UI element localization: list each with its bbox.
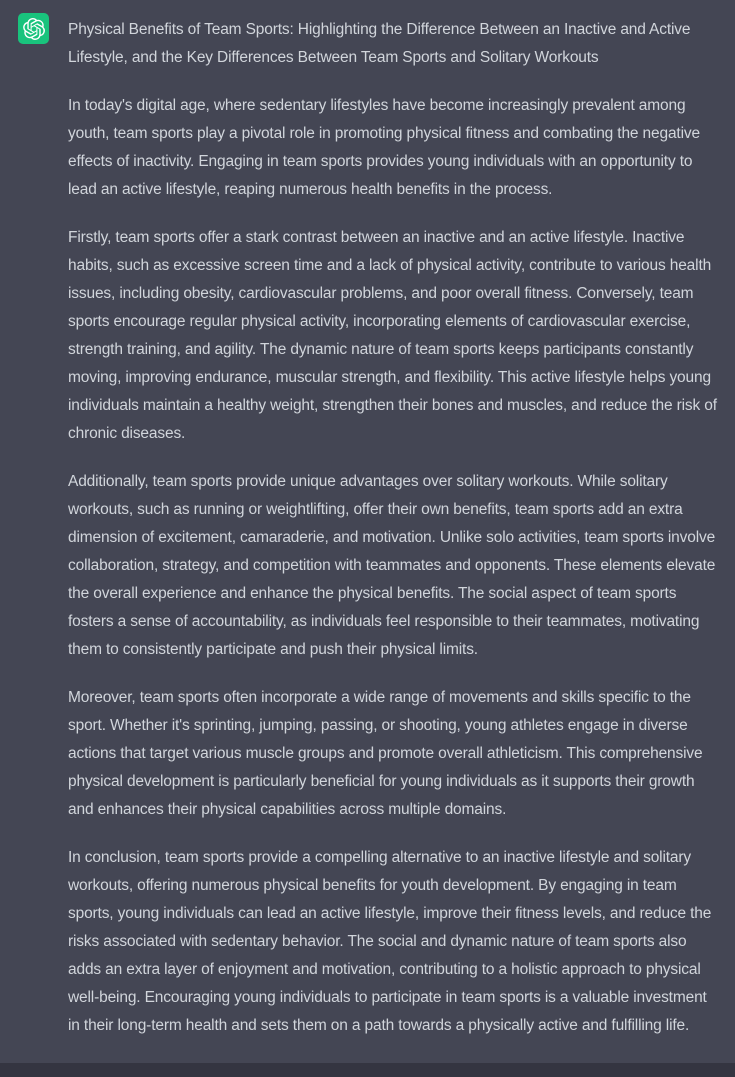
message-paragraph-additionally: Additionally, team sports provide unique advantages over solitary workouts. While solitary workouts, such as running or weightlifting, offer their own benefits, team sports add an extra dimension of excitement, camaraderie, and motivation. Unlike solo activities, team sports involve collaboration, strategy, and competition with teammates and opponents. These elements elevate the overall experience and enhance the physical benefits. The social aspect of team sports fosters a sense of accountability, as individuals feel responsible to their teammates, motivating them to consistently participate and push their physical limits. [68,473,716,658]
assistant-avatar [18,13,49,44]
message-paragraph-intro: In today's digital age, where sedentary lifestyles have become increasingly prevalent among youth, team sports play a pivotal role in promoting physical fitness and combating the negative effects of inactivity. Engaging in team sports provides young individuals with an opportunity to lead an active lifestyle, reaping numerous health benefits in the process. [68,97,700,198]
message-title: Physical Benefits of Team Sports: Highlighting the Difference Between an Inactive and Active Lifestyle, and the Key Differences Between Team Sports and Solitary Workouts [68,21,691,66]
message-paragraph-moreover: Moreover, team sports often incorporate a wide range of movements and skills specific to the sport. Whether it's sprinting, jumping, passing, or shooting, young athletes engage in diverse actions that target various muscle groups and promote overall athleticism. This comprehensive physical development is particularly beneficial for young individuals as it supports their growth and enhances their physical capabilities across multiple domains. [68,689,703,818]
message-content [68,13,717,1040]
message-paragraph-conclusion: In conclusion, team sports provide a compelling alternative to an inactive lifestyle and solitary workouts, offering numerous physical benefits for youth development. By engaging in team sports, young individuals can lead an active lifestyle, improve their fitness levels, and reduce the risks associated with sedentary behavior. The social and dynamic nature of team sports also adds an extra layer of enjoyment and motivation, contributing to a holistic approach to physical well-being. Encouraging young individuals to participate in team sports is a valuable investment in their long-term health and sets them on a path towards a physically active and fulfilling life. [68,849,712,1034]
page-background-strip [0,1063,735,1077]
openai-logo-icon [23,18,45,40]
message-paragraph-firstly: Firstly, team sports offer a stark contrast between an inactive and an active lifestyle. Inactive habits, such as excessive screen time and a lack of physical activity, contribute to various health issues, including obesity, cardiovascular problems, and poor overall fitness. Conversely, team sports encourage regular physical activity, incorporating elements of cardiovascular exercise, strength training, and agility. The dynamic nature of team sports keeps participants constantly moving, improving endurance, muscular strength, and flexibility. This active lifestyle helps young individuals maintain a healthy weight, strengthen their bones and muscles, and reduce the risk of chronic diseases. [68,229,717,442]
